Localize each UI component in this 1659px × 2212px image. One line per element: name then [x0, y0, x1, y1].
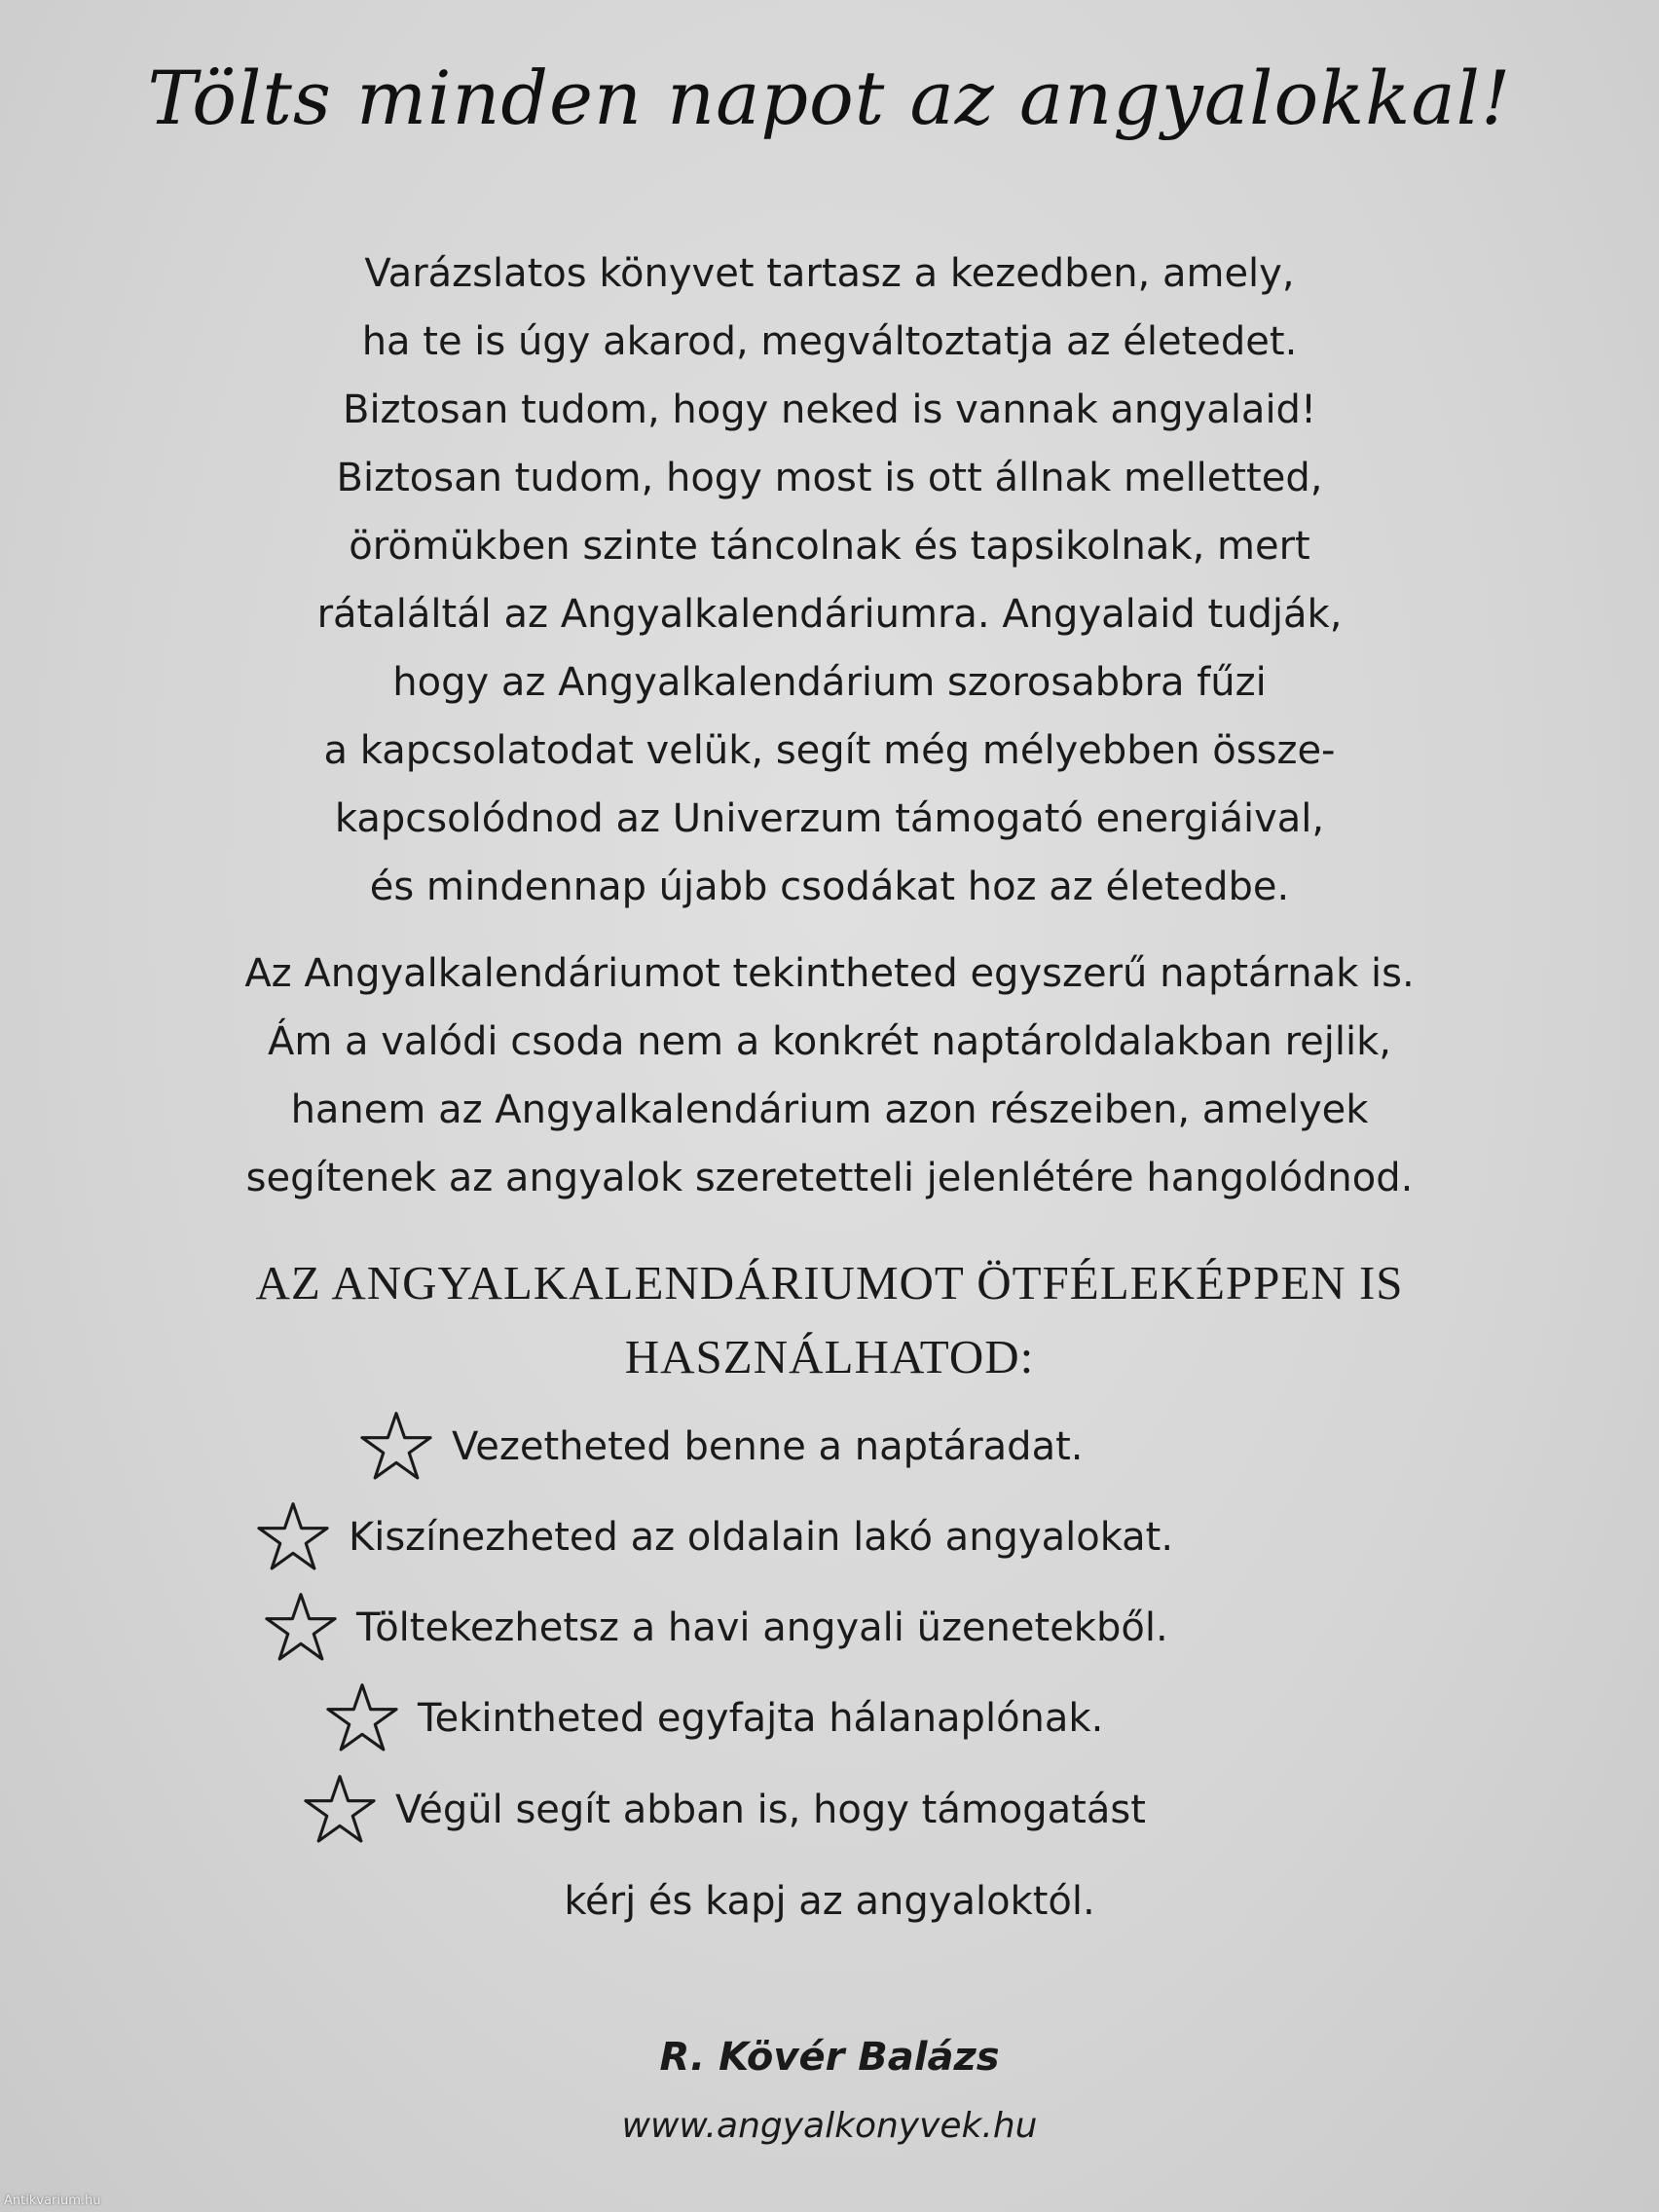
page-title: Tölts minden napot az angyalokkal!: [147, 55, 1512, 141]
paragraph-line: Biztosan tudom, hogy most is ott állnak melletted,: [336, 456, 1323, 500]
author-name: R. Kövér Balázs: [659, 2035, 1000, 2080]
paragraph-line: segítenek az angyalok szeretetteli jelenlétére hangolódnod.: [245, 1156, 1414, 1200]
website-url: www.angyalkonyvek.hu: [621, 2106, 1038, 2146]
list-item-text: Töltekezhetsz a havi angyali üzenetekből.: [356, 1605, 1168, 1650]
paragraph-line: örömükben szinte táncolnak és tapsikolnak, mert: [349, 524, 1310, 569]
star-outline-icon: [263, 1590, 339, 1666]
paragraph-line: ha te is úgy akarod, megváltoztatja az életedet.: [361, 319, 1298, 364]
star-outline-icon: [255, 1499, 331, 1575]
list-item: [255, 1499, 1173, 1575]
watermark: Antikvarium.hu: [4, 2194, 101, 2208]
heading-line: AZ ANGYALKALENDÁRIUMOT ÖTFÉLEKÉPPEN IS: [255, 1256, 1404, 1309]
star-outline-icon: [358, 1409, 434, 1485]
list-item: [324, 1680, 1103, 1756]
paragraph-line: és mindennap újabb csodákat hoz az életedbe.: [369, 865, 1290, 909]
paragraph-line: Varázslatos könyvet tartasz a kezedben, amely,: [364, 251, 1295, 296]
list-item-text: Végül segít abban is, hogy támogatást: [395, 1788, 1146, 1832]
paragraph-line: Ám a valódi csoda nem a konkrét naptároldalakban rejlik,: [267, 1019, 1391, 1064]
star-outline-icon: [324, 1680, 400, 1756]
intro-paragraph: [97, 240, 1562, 921]
paragraph-line: kapcsolódnod az Univerzum támogató energiáival,: [334, 796, 1325, 841]
paragraph-line: Az Angyalkalendáriumot tekintheted egyszerű naptárnak is.: [244, 951, 1415, 996]
list-item-text: Kiszínezheted az oldalain lakó angyalokat.: [349, 1515, 1174, 1560]
paragraph-line: Biztosan tudom, hogy neked is vannak angyalaid!: [343, 387, 1316, 432]
list-item: [263, 1590, 1168, 1666]
second-paragraph: [97, 940, 1562, 1212]
heading-line: HASZNÁLHATOD:: [624, 1330, 1035, 1383]
paragraph-line: hogy az Angyalkalendárium szorosabbra fűzi: [392, 660, 1267, 705]
star-outline-icon: [302, 1772, 378, 1848]
section-heading: [78, 1246, 1581, 1394]
list-continuation: kérj és kapj az angyaloktól.: [564, 1879, 1095, 1924]
paragraph-line: rátaláltál az Angyalkalendáriumra. Angyalaid tudják,: [316, 592, 1343, 637]
list-item-text: Tekintheted egyfajta hálanaplónak.: [418, 1696, 1104, 1741]
list-item: [302, 1772, 1146, 1848]
list-item-text: Vezetheted benne a naptáradat.: [452, 1424, 1084, 1469]
list-item: [358, 1409, 1083, 1485]
paragraph-line: a kapcsolatodat velük, segít még mélyebben össze-: [323, 728, 1336, 773]
paragraph-line: hanem az Angyalkalendárium azon részeiben, amelyek: [290, 1088, 1369, 1132]
